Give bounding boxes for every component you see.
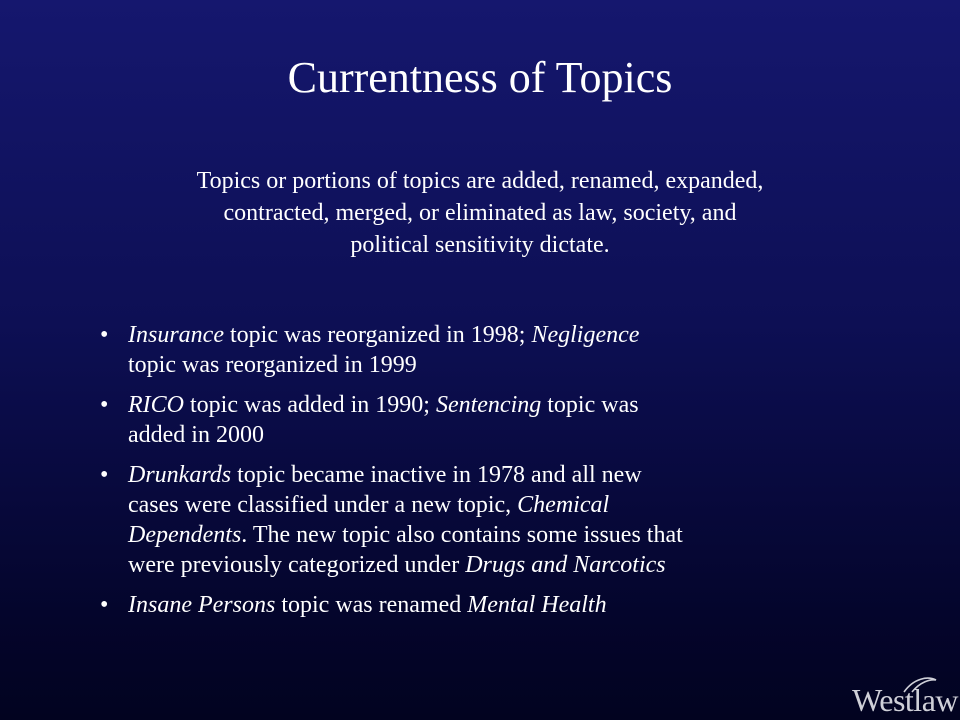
topic-name: Sentencing	[435, 392, 542, 418]
bullet-text: topic was reorganized in 1999	[128, 352, 417, 378]
bullet-line	[128, 490, 900, 520]
bullet-line	[128, 350, 900, 380]
topic-name: Negligence	[531, 322, 640, 348]
topic-name: Insane Persons	[128, 592, 276, 618]
topic-name: RICO	[128, 392, 184, 418]
logo-text: Westlaw	[852, 682, 958, 718]
bullet-text: cases were classified under a new topic,	[128, 492, 518, 518]
topic-name: Dependents	[128, 522, 242, 548]
topic-name: Insurance	[128, 322, 224, 348]
intro-line: political sensitivity dictate.	[350, 232, 610, 258]
bullet-text: . The new topic also contains some issues that	[241, 522, 683, 548]
bullet-item	[0, 390, 900, 450]
topic-name: Drunkards	[128, 462, 232, 488]
topic-name: Drugs and Narcotics	[465, 552, 666, 578]
bullet-text: topic was added in 1990;	[184, 392, 436, 418]
bullet-marker: •	[100, 322, 109, 348]
topic-name: Chemical	[517, 492, 610, 518]
bullet-item	[0, 590, 900, 620]
bullet-line	[128, 550, 900, 580]
westlaw-logo	[808, 674, 958, 718]
bullet-line	[128, 390, 900, 420]
topic-name: Mental Health	[467, 592, 607, 618]
bullet-marker: •	[100, 592, 109, 618]
bullet-line	[128, 460, 900, 490]
intro-line: contracted, merged, or eliminated as law, society, and	[223, 200, 737, 226]
bullet-marker: •	[100, 462, 109, 488]
bullet-line	[128, 520, 900, 550]
bullet-text: topic was renamed	[275, 592, 468, 618]
bullet-item	[0, 320, 900, 380]
bullet-item	[0, 460, 900, 580]
bullet-text: topic was reorganized in 1998;	[223, 322, 532, 348]
bullet-marker: •	[100, 392, 109, 418]
bullet-line	[128, 320, 900, 350]
slide-title: Currentness of Topics	[287, 53, 673, 102]
bullet-line	[128, 420, 900, 450]
bullet-line	[128, 590, 900, 620]
bullet-text: topic became inactive in 1978 and all new	[231, 462, 642, 488]
bullet-list	[0, 320, 900, 630]
intro-paragraph	[85, 165, 875, 261]
intro-line: Topics or portions of topics are added, renamed, expanded,	[196, 168, 764, 194]
bullet-text: were previously categorized under	[128, 552, 466, 578]
bullet-text: topic was	[541, 392, 639, 418]
bullet-text: added in 2000	[128, 422, 264, 448]
